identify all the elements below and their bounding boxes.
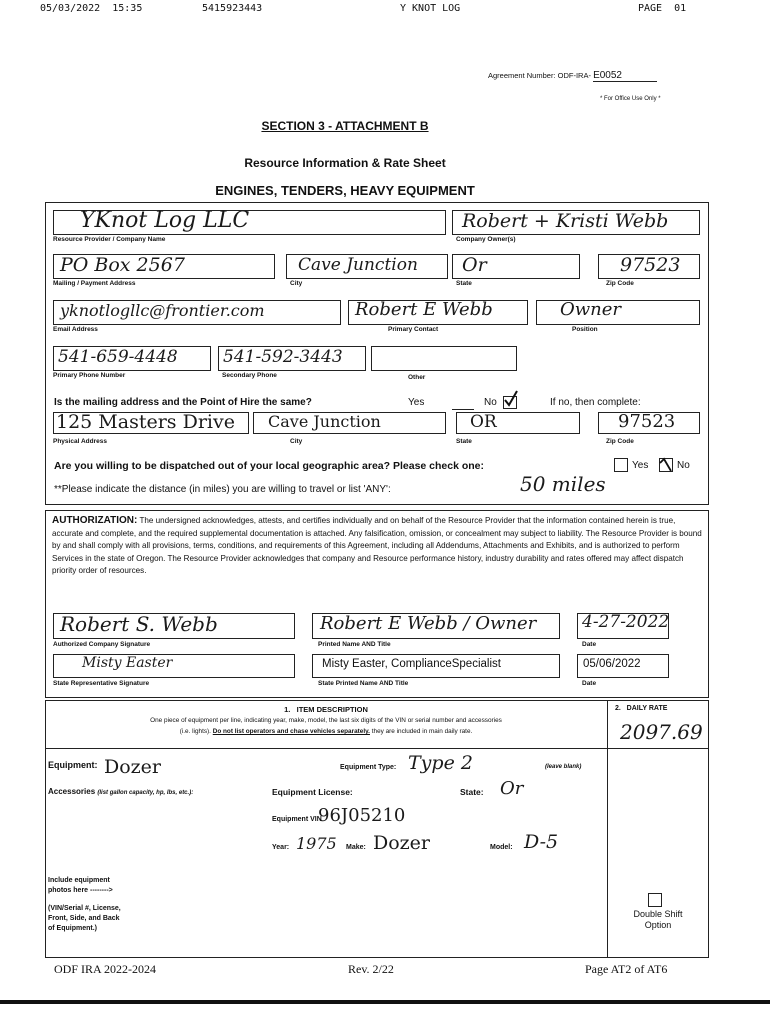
auth-signature-label: Authorized Company Signature: [53, 641, 151, 648]
fax-title: Y KNOT LOG: [400, 3, 461, 14]
auth-signature-value: Robert S. Webb: [60, 612, 218, 636]
item-description-text-1: One piece of equipment per line, indicating year, make, model, the last six digits of the VIN or serial number and accessories: [150, 717, 502, 724]
mailing-address-label: Mailing / Payment Address: [53, 280, 136, 287]
owners-label: Company Owner(s): [456, 236, 516, 243]
equipment-type-value: Type 2: [408, 752, 473, 774]
dispatch-yes-label: Yes: [632, 460, 649, 471]
zip2-label: Zip Code: [606, 438, 634, 445]
primary-contact-label: Primary Contact: [388, 326, 439, 333]
company-name-label: Resource Provider / Company Name: [53, 236, 166, 243]
state-printed-name-value: Misty Easter, ComplianceSpecialist: [322, 658, 501, 670]
dispatch-question: Are you willing to be dispatched out of your local geographic area? Please check one:: [54, 460, 485, 472]
accessories-hint: (list gallon capacity, hp, lbs, etc.):: [97, 790, 194, 796]
daily-rate-heading: 2. DAILY RATE: [615, 705, 668, 712]
equipment-license-label: Equipment License:: [272, 787, 353, 797]
item-desc-2a: (i.e. lights).: [179, 728, 213, 735]
license-state-label: State:: [460, 787, 484, 797]
zip2-value: 97523: [618, 411, 676, 432]
city2-value: Cave Junction: [268, 412, 381, 431]
mailing-address-value: PO Box 2567: [60, 254, 185, 276]
secondary-phone-value: 541-592-3443: [223, 347, 343, 367]
zip-value: 97523: [620, 254, 681, 276]
license-state-value: Or: [500, 778, 524, 799]
photos-line-1: Include equipment: [48, 877, 110, 884]
fax-datetime: 05/03/2022 15:35: [40, 3, 143, 14]
position-label: Position: [572, 326, 598, 333]
agreement-prefix: ODF-IRA-: [557, 71, 591, 80]
dispatch-yes-checkbox[interactable]: [614, 458, 628, 472]
dispatch-no-label: No: [677, 460, 690, 471]
zip-label: Zip Code: [606, 280, 634, 287]
agreement-label: Agreement Number:: [488, 71, 556, 80]
double-shift-label: [610, 909, 706, 931]
fax-page: PAGE 01: [638, 3, 687, 14]
footer-page: Page AT2 of AT6: [585, 962, 668, 976]
item-description-text-2: [50, 728, 602, 735]
distance-question: **Please indicate the distance (in miles) you are willing to travel or list 'ANY':: [54, 484, 391, 495]
distance-value: 50 miles: [520, 472, 606, 496]
printed-name-label: Printed Name AND Title: [318, 641, 391, 648]
vin-value: 96J05210: [318, 805, 406, 826]
item-table-divider-h: [45, 748, 709, 749]
daily-rate-value: 2097.69: [620, 720, 703, 744]
make-value: Dozer: [373, 832, 431, 854]
double-shift-checkbox[interactable]: [648, 893, 662, 907]
email-value: yknotlogllc@frontier.com: [60, 301, 265, 320]
photos-line-2: photos here -------->: [48, 887, 113, 894]
check-icon: [658, 455, 674, 473]
office-use-note: * For Office Use Only *: [600, 96, 661, 102]
authorization-title: AUTHORIZATION:: [52, 515, 138, 526]
state-value: Or: [462, 254, 487, 276]
other-field[interactable]: [371, 346, 517, 371]
dispatch-no-checkbox[interactable]: [659, 458, 673, 472]
year-value: 1975: [296, 834, 337, 853]
primary-contact-value: Robert E Webb: [355, 299, 493, 320]
state-label: State: [456, 280, 472, 287]
email-label: Email Address: [53, 326, 98, 333]
model-label: Model:: [490, 844, 513, 851]
state2-label: State: [456, 438, 472, 445]
authorization-text: [52, 515, 702, 578]
mailing-same-yes: Yes: [408, 397, 425, 408]
year-label: Year:: [272, 844, 290, 851]
item-description-heading: 1. ITEM DESCRIPTION: [284, 705, 368, 714]
make-label: Make:: [346, 844, 366, 851]
state-signature-value: Misty Easter: [82, 655, 173, 671]
sign-date-value: 4-27-2022: [582, 612, 670, 632]
printed-name-value: Robert E Webb / Owner: [320, 613, 537, 634]
position-value: Owner: [560, 299, 622, 320]
equipment-type-label: Equipment Type:: [340, 764, 397, 771]
footer-form-id: ODF IRA 2022-2024: [54, 962, 157, 976]
other-label: Other: [408, 374, 426, 381]
city-value: Cave Junction: [298, 255, 418, 275]
item-desc-2b: Do not list operators and chase vehicles separately.: [212, 728, 370, 735]
double-shift-option: Option: [644, 920, 672, 930]
state-date-label: Date: [582, 680, 597, 687]
fax-number: 5415923443: [202, 3, 263, 14]
city-label: City: [290, 280, 303, 287]
company-name-value: YKnot Log LLC: [80, 208, 250, 233]
agreement-number: [488, 70, 657, 82]
state-date-value: 05/06/2022: [583, 658, 641, 670]
primary-phone-value: 541-659-4448: [58, 347, 178, 367]
accessories-label: [48, 787, 193, 796]
agreement-value: E0052: [593, 70, 657, 82]
state2-value: OR: [470, 412, 497, 432]
equipment-value: Dozer: [104, 756, 162, 778]
photos-line-3: (VIN/Serial #, License,: [48, 905, 121, 912]
mailing-same-no: No: [484, 397, 497, 408]
form-category: ENGINES, TENDERS, HEAVY EQUIPMENT: [215, 183, 475, 198]
photos-line-5: of Equipment.): [48, 925, 97, 932]
section-heading: SECTION 3 - ATTACHMENT B: [261, 119, 429, 133]
primary-phone-label: Primary Phone Number: [53, 372, 126, 379]
physical-address-label: Physical Address: [53, 438, 107, 445]
city2-label: City: [290, 438, 303, 445]
photos-instructions: [48, 876, 121, 934]
sign-date-label: Date: [582, 641, 597, 648]
mailing-if-no: If no, then complete:: [550, 397, 641, 408]
accessories-label-text: Accessories: [48, 787, 96, 796]
state-signature-label: State Representative Signature: [53, 680, 150, 687]
item-table-divider-v: [607, 700, 608, 958]
bottom-scan-edge: [0, 1000, 770, 1004]
vin-label: Equipment VIN: [272, 816, 322, 823]
equipment-label: Equipment:: [48, 760, 98, 770]
form-subtitle: Resource Information & Rate Sheet: [244, 156, 446, 170]
photos-line-4: Front, Side, and Back: [48, 915, 120, 922]
double-shift-text: Double Shift: [633, 909, 683, 919]
state-printed-name-label: State Printed Name AND Title: [318, 680, 409, 687]
mailing-same-question: Is the mailing address and the Point of Hire the same?: [54, 397, 312, 408]
leave-blank-note: (leave blank): [545, 764, 582, 770]
fax-header: [40, 3, 770, 17]
owners-value: Robert + Kristi Webb: [462, 210, 669, 232]
item-desc-2c: they are included in main daily rate.: [369, 728, 473, 735]
yes-underline[interactable]: [452, 409, 474, 410]
authorization-body: The undersigned acknowledges, attests, and certifies individually and on behalf of the Resource Provider that the information contained herein is true, accurate and complete, and the required supplemental documentation is attached. Any falsification, omission, or concealment may subject to liability. The Resource Provider is bound by and shall comply with all provisions, terms, conditions, and requirements of this Agreement, including all Addendums, Attachments and Exhibits, and is authorized to perform Services in the state of Oregon. The Resource Provider acknowledges that company and Resource performance history, industry durability and rates offered may affect dispatch priority order of resources.: [52, 516, 702, 576]
check-icon: [503, 390, 519, 408]
model-value: D-5: [524, 831, 559, 853]
secondary-phone-label: Secondary Phone: [222, 372, 277, 379]
mailing-same-no-checkbox[interactable]: [503, 396, 517, 409]
physical-address-value: 125 Masters Drive: [56, 411, 235, 433]
footer-revision: Rev. 2/22: [348, 962, 394, 976]
